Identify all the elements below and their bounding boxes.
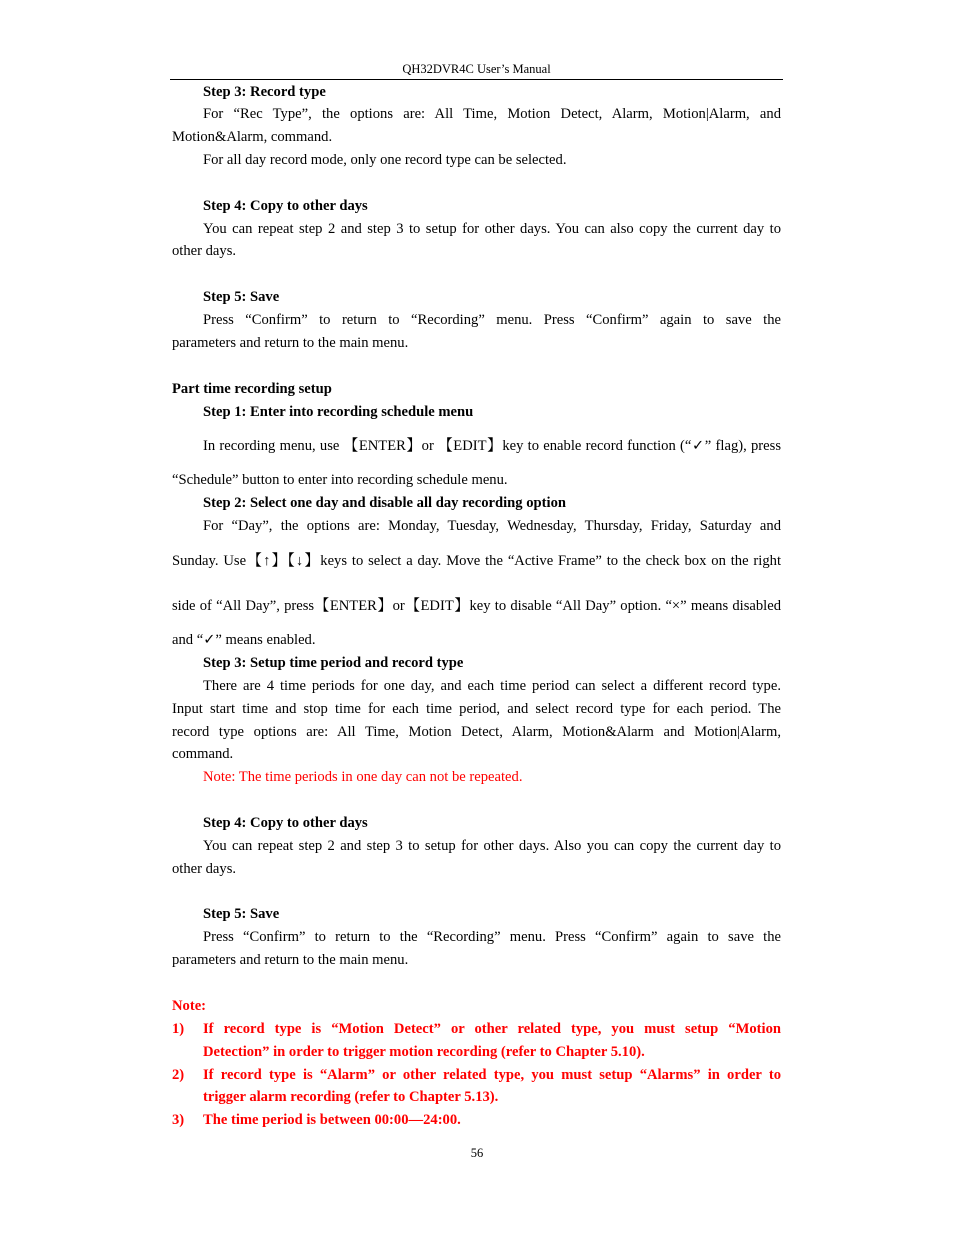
- note-item-text: trigger alarm recording (refer to Chapter 5.13).: [203, 1089, 499, 1105]
- note-item-text: If record type is “Motion Detect” or other related type, you must setup “Motion: [203, 1021, 781, 1037]
- paragraph-line: You can repeat step 2 and step 3 to setup for other days. Also you can copy the current day to: [203, 838, 781, 854]
- heading-step4-copy: Step 4: Copy to other days: [203, 815, 368, 831]
- paragraph-line: and “✓” means enabled.: [172, 632, 316, 648]
- paragraph-line: parameters and return to the main menu.: [172, 952, 409, 968]
- paragraph-line: For “Rec Type”, the options are: All Time, Motion Detect, Alarm, Motion|Alarm, and: [203, 106, 781, 122]
- section-title-part-time-recording: Part time recording setup: [172, 381, 332, 397]
- paragraph-line: record type options are: All Time, Motion Detect, Alarm, Motion&Alarm and Motion|Alarm,: [172, 724, 781, 740]
- note-number: 2): [172, 1067, 185, 1083]
- paragraph-line: Press “Confirm” to return to the “Recording” menu. Press “Confirm” again to save the: [203, 929, 781, 945]
- paragraph-line: For all day record mode, only one record type can be selected.: [203, 152, 567, 168]
- heading-step3-time-period: Step 3: Setup time period and record type: [203, 655, 464, 671]
- note-item-text: If record type is “Alarm” or other related type, you must setup “Alarms” in order to: [203, 1067, 781, 1083]
- note-time-periods: Note: The time periods in one day can not be repeated.: [203, 769, 523, 785]
- page-header: QH32DVR4C User’s Manual: [402, 62, 551, 76]
- paragraph-line: Input start time and stop time for each time period, and select record type for each period. The: [172, 701, 781, 717]
- paragraph-line: other days.: [172, 861, 237, 877]
- note-heading: Note:: [172, 998, 207, 1014]
- heading-step3-record-type: Step 3: Record type: [203, 84, 326, 100]
- paragraph-line: For “Day”, the options are: Monday, Tuesday, Wednesday, Thursday, Friday, Saturday and: [203, 518, 781, 534]
- paragraph-line: You can repeat step 2 and step 3 to setup for other days. You can also copy the current day to: [203, 221, 781, 237]
- page-number: 56: [470, 1146, 484, 1160]
- heading-step4-copy: Step 4: Copy to other days: [203, 198, 368, 214]
- paragraph-line: Motion&Alarm, command.: [172, 129, 333, 145]
- note-item-text: The time period is between 00:00—24:00.: [203, 1112, 461, 1128]
- heading-step5-save: Step 5: Save: [203, 906, 280, 922]
- note-item-text: Detection” in order to trigger motion recording (refer to Chapter 5.10).: [203, 1044, 645, 1060]
- paragraph-line: other days.: [172, 243, 237, 259]
- header-rule: [170, 79, 783, 80]
- paragraph-line: In recording menu, use 【ENTER】or 【EDIT】key to enable record function (“✓” flag), press: [203, 438, 781, 454]
- paragraph-line: parameters and return to the main menu.: [172, 335, 409, 351]
- paragraph-line: Press “Confirm” to return to “Recording” menu. Press “Confirm” again to save the: [203, 312, 781, 328]
- paragraph-line: side of “All Day”, press【ENTER】or【EDIT】key to disable “All Day” option. “×” means disabled: [172, 598, 781, 614]
- paragraph-line: Sunday. Use【↑】【↓】keys to select a day. Move the “Active Frame” to the check box on the right: [172, 553, 781, 569]
- heading-step5-save: Step 5: Save: [203, 289, 280, 305]
- heading-step1-enter-menu: Step 1: Enter into recording schedule menu: [203, 404, 474, 420]
- paragraph-line: There are 4 time periods for one day, and each time period can select a different record type.: [203, 678, 781, 694]
- paragraph-line: command.: [172, 746, 234, 762]
- paragraph-line: “Schedule” button to enter into recording schedule menu.: [172, 472, 508, 488]
- note-number: 1): [172, 1021, 185, 1037]
- note-number: 3): [172, 1112, 185, 1128]
- heading-step2-select-day: Step 2: Select one day and disable all day recording option: [203, 495, 566, 511]
